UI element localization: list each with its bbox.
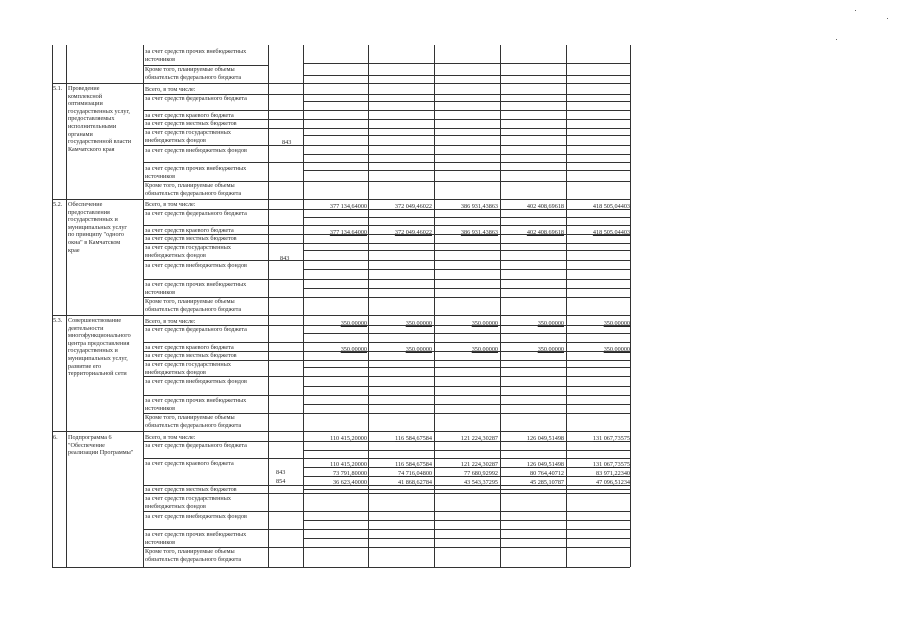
- budget-code: 843: [282, 139, 292, 146]
- table-rule: [303, 75, 630, 76]
- sub-label: за счет средств государственных: [145, 361, 231, 368]
- table-rule: [303, 250, 630, 251]
- sub-label: за счет средств местных бюджетов: [145, 352, 237, 359]
- table-rule: [143, 458, 630, 459]
- table-rule: [143, 110, 630, 111]
- section-name-line: Обеспечение: [68, 201, 103, 208]
- table-rule: [303, 489, 630, 490]
- section-name-line: предоставляемых: [68, 115, 115, 123]
- table-rule: [143, 243, 630, 244]
- scan-speck: [887, 18, 888, 19]
- value-regional: 350,00000: [603, 346, 630, 353]
- sub-label: обязательств федерального бюджета: [145, 190, 242, 197]
- table-rule: [143, 413, 630, 414]
- sub-label: за счет средств федерального бюджета: [145, 95, 247, 102]
- value-regional: 350,00000: [340, 346, 367, 353]
- left-border: [52, 45, 53, 567]
- sub-label: за счет средств внебюджетных фондов: [145, 262, 247, 269]
- table-rule: [143, 225, 630, 226]
- sub-label: за счет средств краевого бюджета: [145, 227, 234, 234]
- value-regional: 126 049,51498: [526, 461, 564, 468]
- sub-label: обязательств федерального бюджета: [145, 556, 242, 563]
- sub-label: внебюджетных фондов: [145, 137, 206, 144]
- sub-label: за счет средств прочих внебюджетных: [145, 281, 247, 288]
- sub-label: Кроме того, планируемые объемы: [145, 548, 235, 555]
- budget-code: 843: [280, 255, 290, 262]
- sub-label: за счет средств внебюджетных фондов: [145, 513, 247, 520]
- value-854: 45 285,10787: [529, 479, 564, 486]
- table-rule: [143, 94, 630, 95]
- table-rule: [303, 450, 630, 451]
- table-rule: [303, 269, 630, 270]
- section-name-line: государственной власти: [68, 138, 132, 146]
- sub-label: за счет средств прочих внебюджетных: [145, 48, 247, 55]
- value-total: 350,00000: [405, 320, 432, 327]
- section-name-line: государственных и: [68, 347, 118, 355]
- value-854: 36 623,40000: [332, 479, 367, 486]
- sub-label: за счет средств внебюджетных фондов: [145, 378, 247, 385]
- table-rule: [143, 529, 630, 530]
- sub-label: за счет средств краевого бюджета: [145, 460, 234, 467]
- sub-label: за счет средств федерального бюджета: [145, 326, 247, 333]
- value-total: 386 931,43863: [460, 203, 498, 210]
- section-number: 6.: [53, 434, 58, 441]
- value-854: 41 868,62784: [397, 479, 432, 486]
- sub-label: внебюджетных фондов: [145, 252, 206, 259]
- sub-label: обязательств федерального бюджета: [145, 74, 242, 81]
- table-rule: [143, 360, 630, 361]
- section-border: [52, 431, 630, 432]
- table-rule: [303, 101, 630, 102]
- section-name-line: Камчатского края: [68, 145, 115, 153]
- table-rule: [143, 260, 630, 261]
- sub-label: Всего, в том числе:: [145, 201, 196, 208]
- value-total: 121 224,30287: [460, 435, 498, 442]
- value-total: 377 134,64000: [329, 203, 367, 210]
- value-843: 77 680,92992: [463, 470, 498, 477]
- value-regional: 377 134,64000: [329, 229, 367, 236]
- sub-label: за счет средств государственных: [145, 495, 231, 502]
- table-rule: [303, 538, 630, 539]
- sub-label: Кроме того, планируемые объемы: [145, 182, 235, 189]
- section-name-line: Подпрограмма 6: [68, 434, 112, 441]
- section-name-line: "Обеспечение: [68, 441, 105, 449]
- section-name-line: окна" в Камчатском: [68, 239, 121, 246]
- section-name-line: муниципальных услуг: [68, 223, 127, 231]
- col-year-divider-4: [630, 45, 631, 567]
- value-regional: 418 505,04403: [592, 229, 630, 236]
- table-rule: [143, 145, 630, 146]
- section-name-line: многофункционального: [68, 332, 131, 340]
- value-total: 350,00000: [471, 320, 498, 327]
- sub-label: источников: [145, 173, 176, 180]
- section-border: [52, 199, 630, 200]
- section-name-line: государственных и: [68, 216, 118, 224]
- value-regional: 350,00000: [471, 346, 498, 353]
- value-843: 74 716,04800: [397, 470, 432, 477]
- section-name-line: Проведение: [68, 85, 100, 92]
- sub-label: внебюджетных фондов: [145, 369, 206, 376]
- col-name-divider: [143, 45, 144, 567]
- value-total: 116 584,67584: [395, 435, 432, 442]
- value-regional: 402 408,69618: [526, 229, 564, 236]
- value-regional: 131 067,73575: [592, 461, 630, 468]
- value-854: 47 096,51234: [595, 479, 630, 486]
- value-regional: 116 584,67584: [395, 461, 432, 468]
- table-rule: [143, 297, 630, 298]
- value-regional: 121 224,30287: [460, 461, 498, 468]
- sub-label: за счет средств местных бюджетов: [145, 486, 237, 493]
- section-number: 5.3.: [53, 317, 63, 324]
- value-total: 372 049,46022: [394, 203, 432, 210]
- section-name-line: по принципу "одного: [68, 231, 125, 239]
- sub-label: внебюджетных фондов: [145, 503, 206, 510]
- section-number: 5.2.: [53, 201, 63, 208]
- section-name-line: комплексной: [68, 92, 103, 100]
- value-total: 110 415,20000: [330, 435, 367, 442]
- section-name-line: реализации Программы": [68, 449, 134, 457]
- value-total: 350,00000: [340, 320, 367, 327]
- table-rule: [303, 404, 630, 405]
- sub-label: источников: [145, 405, 176, 412]
- table-rule: [143, 547, 630, 548]
- value-total: 126 049,51498: [526, 435, 564, 442]
- section-name-line: исполнительными: [68, 123, 117, 130]
- table-rule: [303, 386, 630, 387]
- sub-label: за счет средств федерального бюджета: [145, 210, 247, 217]
- section-name-line: предоставления: [68, 208, 110, 216]
- sub-label: за счет средств государственных: [145, 244, 231, 251]
- table-rule: [303, 135, 630, 136]
- section-name-line: органами: [68, 130, 93, 138]
- value-regional: 386 931,43863: [460, 229, 498, 236]
- sub-label: за счет средств внебюджетных фондов: [145, 147, 247, 154]
- scan-speck: [855, 10, 856, 11]
- table-rule: [303, 367, 630, 368]
- sub-label: Всего, в том числе:: [145, 434, 196, 441]
- table-rule: [303, 63, 630, 64]
- value-total: 418 505,04403: [592, 203, 630, 210]
- table-rule: [143, 279, 630, 280]
- sub-label: Кроме того, планируемые объемы: [145, 298, 235, 305]
- value-843: 73 791,80000: [332, 470, 367, 477]
- col-sub-divider: [268, 45, 269, 567]
- section-border: [52, 315, 630, 316]
- sub-label: Кроме того, планируемые объемы: [145, 414, 235, 421]
- sub-label: за счет средств краевого бюджета: [145, 344, 234, 351]
- section-name-line: муниципальных услуг,: [68, 355, 128, 362]
- table-rule: [143, 128, 630, 129]
- value-843: 80 764,40712: [529, 470, 564, 477]
- sub-label: Всего, в том числе:: [145, 318, 196, 325]
- value-854: 43 543,37295: [463, 479, 498, 486]
- value-regional: 372 049,46022: [394, 229, 432, 236]
- value-total: 350,00000: [537, 320, 564, 327]
- sub-label: обязательств федерального бюджета: [145, 306, 242, 313]
- section-name-line: центра предоставления: [68, 339, 130, 347]
- section-number: 5.1.: [53, 85, 63, 92]
- table-rule: [303, 170, 630, 171]
- table-rule: [303, 288, 630, 289]
- sub-label: источников: [145, 289, 176, 296]
- value-total: 131 067,73575: [592, 435, 630, 442]
- value-total: 350,00000: [603, 320, 630, 327]
- value-843: 83 971,22340: [595, 470, 630, 477]
- table-rule: [303, 520, 630, 521]
- table-rule: [143, 181, 630, 182]
- table-bottom-border: [52, 567, 630, 568]
- sub-label: источников: [145, 539, 176, 546]
- value-regional: 110 415,20000: [330, 461, 367, 468]
- sub-label: Кроме того, планируемые объемы: [145, 66, 235, 73]
- table-rule: [143, 376, 630, 377]
- section-name-line: деятельности: [68, 324, 104, 332]
- sub-label: за счет средств местных бюджетов: [145, 120, 237, 127]
- section-name-line: оптимизации: [68, 100, 103, 108]
- sub-label: за счет средств местных бюджетов: [145, 235, 237, 242]
- value-regional: 350,00000: [405, 346, 432, 353]
- sub-label: Всего, в том числе:: [145, 86, 196, 93]
- sub-label: за счет средств государственных: [145, 129, 231, 136]
- table-rule: [143, 511, 630, 512]
- section-name-line: территориальной сети: [68, 370, 127, 378]
- section-name-line: государственных услуг,: [68, 107, 130, 115]
- table-rule: [303, 154, 630, 155]
- value-regional: 350,00000: [537, 346, 564, 353]
- sub-label: источников: [145, 56, 176, 63]
- section-name-line: Совершенствование: [68, 317, 122, 324]
- table-rule: [143, 162, 630, 163]
- section-name-line: развитие его: [68, 362, 102, 370]
- sub-label: за счет средств прочих внебюджетных: [145, 531, 247, 538]
- budget-code: 843: [276, 469, 286, 476]
- sub-label: за счет средств федерального бюджета: [145, 442, 247, 449]
- section-name-line: крае: [68, 246, 80, 254]
- table-rule: [303, 217, 630, 218]
- budget-code: 854: [276, 478, 286, 485]
- table-rule: [303, 333, 630, 334]
- sub-label: за счет средств краевого бюджета: [145, 112, 234, 119]
- sub-label: за счет средств прочих внебюджетных: [145, 165, 247, 172]
- table-rule: [143, 342, 630, 343]
- table-rule: [143, 493, 630, 494]
- table-rule: [143, 119, 630, 120]
- table-rule: [143, 395, 630, 396]
- scan-speck: [836, 39, 837, 40]
- sub-label: за счет средств прочих внебюджетных: [145, 397, 247, 404]
- sub-label: обязательств федерального бюджета: [145, 422, 242, 429]
- value-total: 402 408,69618: [526, 203, 564, 210]
- section-border: [52, 83, 630, 84]
- col-num-divider: [66, 45, 67, 567]
